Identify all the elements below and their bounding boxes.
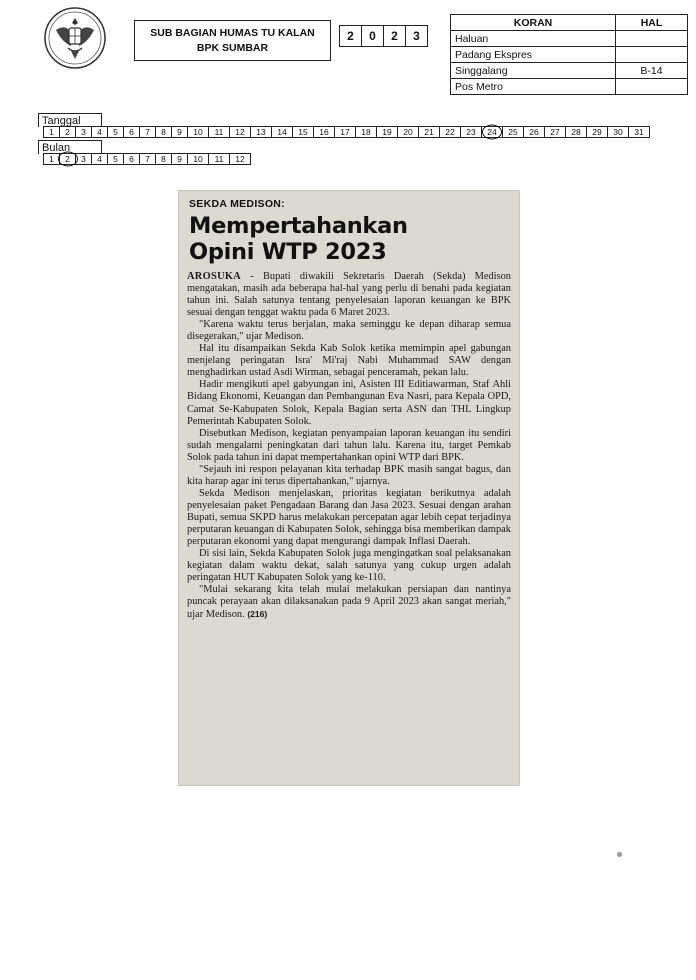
bulan-month-cell: 3: [75, 153, 92, 165]
article-headline: [189, 213, 511, 265]
bulan-month-cell: 5: [107, 153, 124, 165]
tanggal-day-cell: 11: [208, 126, 230, 138]
article-paragraph: Sekda Medison menjelaskan, prioritas kegiatan berikutnya adalah penyelesaian paket Pengadaan Barang dan Jasa 2023. Sesuai dengan arahan Bupati, semua SKPD harus melakukan percepatan agar lebih cepat terjadinya perputaran keuangan di Kabupaten Solok, sehingga bisa memberikan dampak perputaran ekonomi yang dapat mengurangi dampak Inflasi Daerah.: [187, 487, 511, 548]
article-paragraph: [187, 584, 511, 621]
bulan-label: Bulan: [38, 140, 102, 154]
bulan-month-cell: 8: [155, 153, 172, 165]
tanggal-day-cell: 28: [565, 126, 587, 138]
newspaper-page: [616, 47, 688, 63]
bulan-month-cell: 12: [229, 153, 251, 165]
tanggal-day-cell: 30: [607, 126, 629, 138]
table-row: [451, 47, 688, 63]
newspaper-header-page: HAL: [616, 15, 688, 31]
newspaper-page: [616, 31, 688, 47]
headline-line-2: Opini WTP 2023: [189, 239, 387, 265]
newspaper-page: B-14: [616, 63, 688, 79]
newspaper-name: Padang Ekspres: [451, 47, 616, 63]
year-box: [340, 25, 428, 47]
article-paragraph-text: - Bupati diwakili Sekretaris Daerah (Sekda) Medison mengatakan, masih ada beberapa hal-hal yang perlu di benahi pada kegiatan tahun ini. Salah satunya tentang penyelesaian laporan keuangan ke BPK sesuai dengan tenggat waktu pada 6 Maret 2023.: [187, 271, 511, 319]
bulan-month-cell: 11: [208, 153, 230, 165]
bulan-month-cell: 9: [171, 153, 188, 165]
article-paragraph: Hadir mengikuti apel gabyungan ini, Asisten III Editiawarman, Staf Ahli Bidang Ekonomi, Keuangan dan Pembangunan Eva Nasri, para Kepala OPD, Camat Se-Kabupaten Solok, Kepala Bagian serta ASN dan THL Lingkup Pemerintah Kabupaten Solok.: [187, 379, 511, 427]
table-row: [451, 79, 688, 95]
office-line-2: BPK SUMBAR: [196, 41, 269, 54]
tanggal-day-cell: 3: [75, 126, 92, 138]
tanggal-day-cell: 12: [229, 126, 251, 138]
bulan-month-cell: 6: [123, 153, 140, 165]
bulan-month-row: [44, 153, 251, 165]
article-body: [187, 271, 511, 621]
newspaper-clipping: [178, 190, 520, 786]
tanggal-day-cell: 25: [502, 126, 524, 138]
newspaper-name: Haluan: [451, 31, 616, 47]
tanggal-day-cell: 29: [586, 126, 608, 138]
article-paragraph: Hal itu disampaikan Sekda Kab Solok ketika memimpin apel gabungan menjelang peringatan Isra' Mi'raj Nabi Muhammad SAW dengan menghadirkan ustad Asdi Wirman, sebagai penceramah, pekan lalu.: [187, 343, 511, 379]
tanggal-label: Tanggal: [38, 113, 102, 127]
tanggal-day-cell: 19: [376, 126, 398, 138]
year-digit: 2: [339, 25, 362, 47]
article-dateline: AROSUKA: [187, 271, 242, 282]
bulan-month-cell: 1: [43, 153, 60, 165]
newspaper-name: Singgalang: [451, 63, 616, 79]
article-paragraph: Di sisi lain, Sekda Kabupaten Solok juga mengingatkan soal pelaksanakan kegiatan dalam waktu dekat, salah satunya yang cukup urgen adalah peringatan HUT Kabupaten Solok yang ke-110.: [187, 548, 511, 584]
bulan-month-cell: 4: [91, 153, 108, 165]
newspaper-table-header: [451, 15, 688, 31]
tanggal-day-cell: 16: [313, 126, 335, 138]
tanggal-day-cell: 6: [123, 126, 140, 138]
newspaper-name: Pos Metro: [451, 79, 616, 95]
newspaper-page: [616, 79, 688, 95]
tanggal-day-cell: 24: [481, 126, 503, 138]
article-paragraph: Disebutkan Medison, kegiatan penyampaian laporan keuangan itu sendiri sudah mengalami peningkatan dari tahun lalu. Karena itu, target Pemkab Solok pada tahun ini dapat mempertahankan opini WTP dari BPK.: [187, 427, 511, 463]
article-paragraph: "Sejauh ini respon pelayanan kita terhadap BPK masih sangat bagus, dan kita harap agar ini terus dipertahankan," ujarnya.: [187, 463, 511, 487]
tanggal-day-cell: 20: [397, 126, 419, 138]
tanggal-day-cell: 21: [418, 126, 440, 138]
year-digit: 0: [361, 25, 384, 47]
tanggal-day-cell: 8: [155, 126, 172, 138]
office-line-1: SUB BAGIAN HUMAS TU KALAN: [150, 26, 315, 39]
year-digit: 2: [383, 25, 406, 47]
bulan-month-cell: 7: [139, 153, 156, 165]
tanggal-day-cell: 18: [355, 126, 377, 138]
table-row: [451, 31, 688, 47]
tanggal-day-cell: 5: [107, 126, 124, 138]
tanggal-day-cell: 27: [544, 126, 566, 138]
tanggal-day-cell: 22: [439, 126, 461, 138]
year-digit: 3: [405, 25, 428, 47]
scan-speck: [617, 852, 622, 857]
tanggal-day-cell: 14: [271, 126, 293, 138]
tanggal-day-cell: 7: [139, 126, 156, 138]
tanggal-day-cell: 13: [250, 126, 272, 138]
tanggal-day-cell: 9: [171, 126, 188, 138]
tanggal-day-cell: 26: [523, 126, 545, 138]
tanggal-day-row: [44, 126, 650, 138]
article-code: (216): [247, 609, 268, 620]
tanggal-day-cell: 23: [460, 126, 482, 138]
bulan-month-cell: 2: [59, 153, 76, 165]
tanggal-day-cell: 31: [628, 126, 650, 138]
table-row: [451, 63, 688, 79]
tanggal-day-cell: 10: [187, 126, 209, 138]
tanggal-day-cell: 17: [334, 126, 356, 138]
tanggal-day-cell: 15: [292, 126, 314, 138]
office-label-box: [134, 20, 331, 61]
article-paragraph: "Karena waktu terus berjalan, maka seminggu ke depan diharap semua disegerakan," ujar Medison.: [187, 319, 511, 343]
bulan-month-cell: 10: [187, 153, 209, 165]
tanggal-day-cell: 4: [91, 126, 108, 138]
tanggal-day-cell: 2: [59, 126, 76, 138]
garuda-emblem-icon: [38, 6, 112, 70]
newspaper-header-name: KORAN: [451, 15, 616, 31]
article-kicker: SEKDA MEDISON:: [189, 198, 285, 210]
newspaper-table: [450, 14, 688, 95]
headline-line-1: Mempertahankan: [189, 213, 408, 239]
article-paragraph-text: "Mulai sekarang kita telah mulai melakukan persiapan dan nantinya puncak perayaan akan dilaksanakan pada 9 April 2023 akan sangat meriah," ujar Medison.: [187, 584, 511, 621]
tanggal-day-cell: 1: [43, 126, 60, 138]
article-paragraph: [187, 271, 511, 319]
